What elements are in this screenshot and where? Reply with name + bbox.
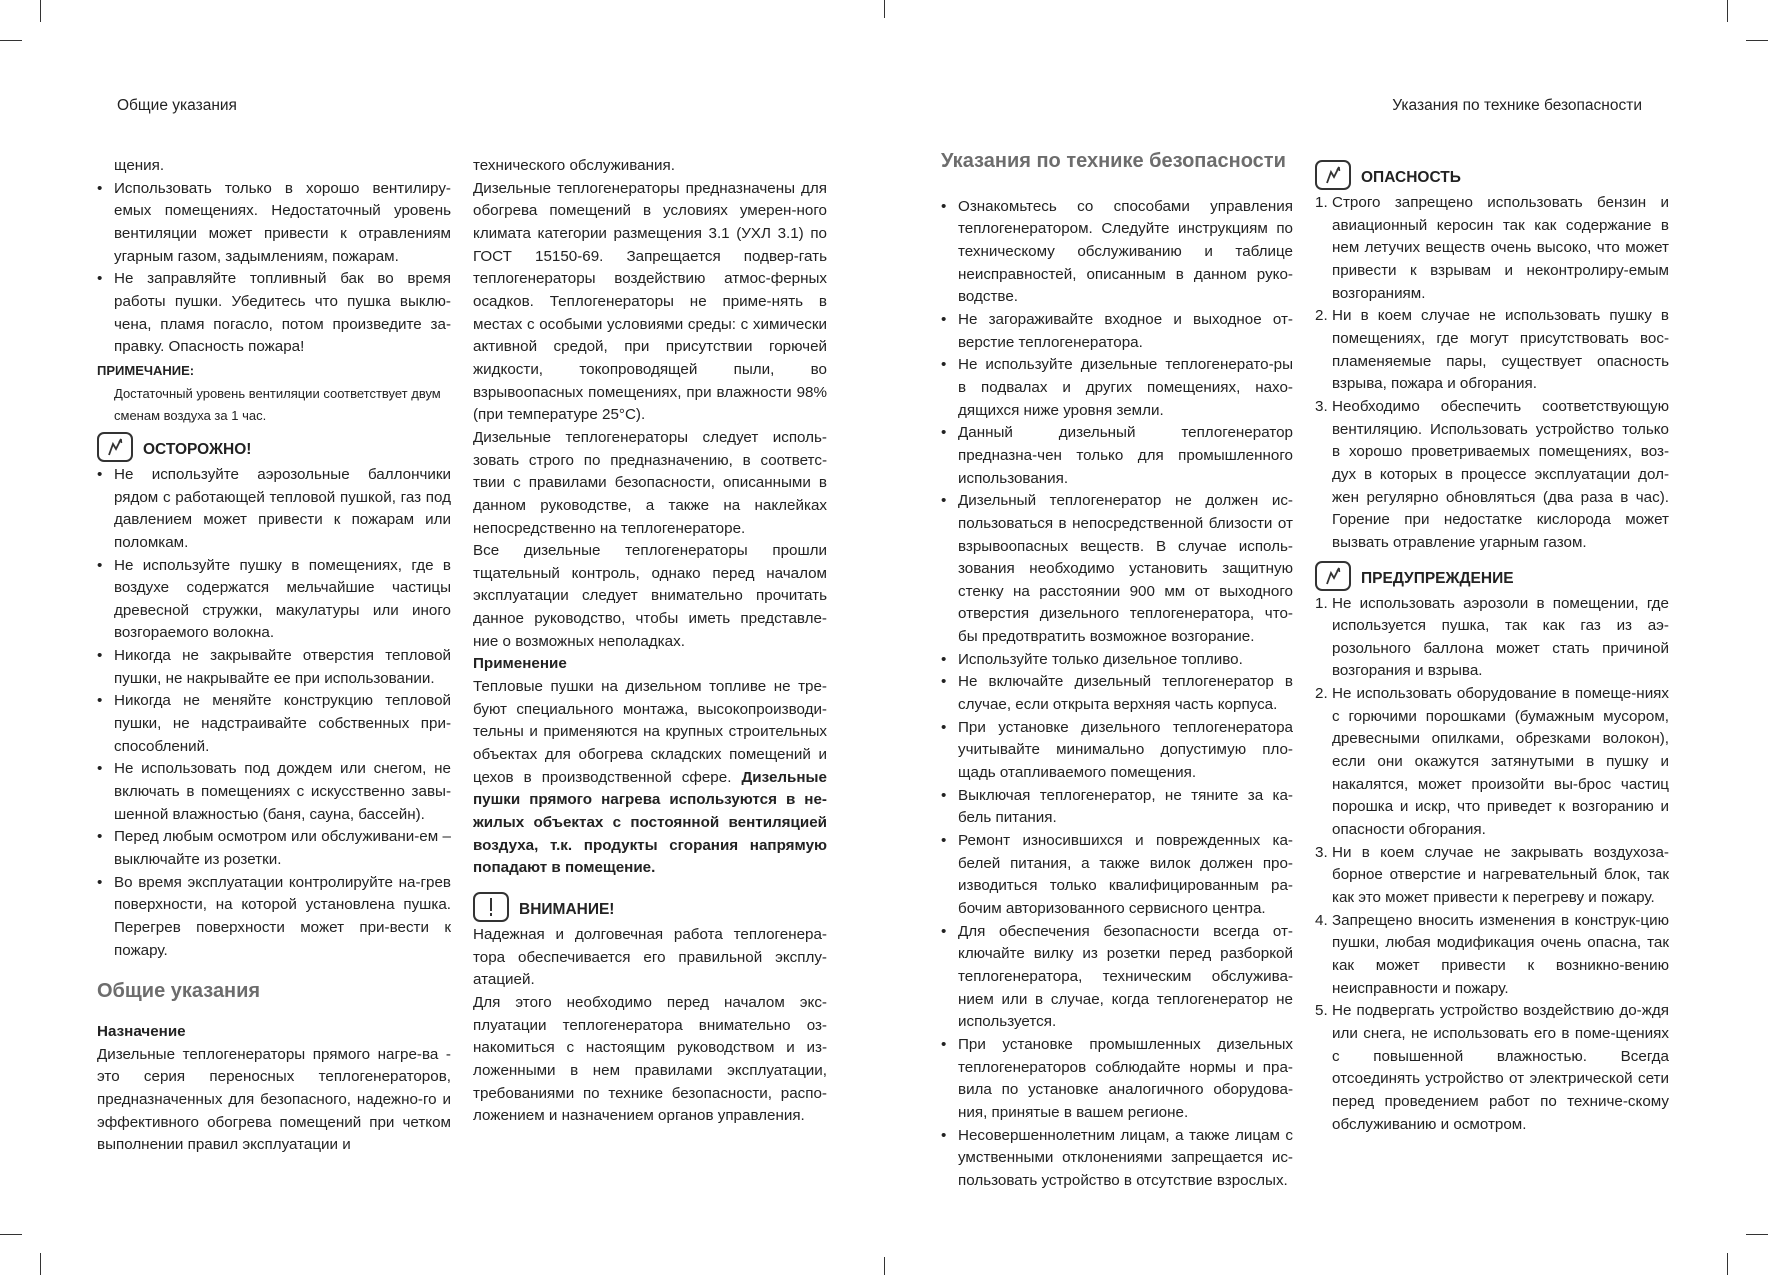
warning-label: ПРЕДУПРЕЖДЕНИЕ: [1361, 569, 1514, 587]
paragraph: технического обслуживания.: [473, 157, 675, 174]
list-number: 5.: [1315, 1002, 1328, 1020]
list-item: • Использовать только в хорошо вентилиру-емых помещениях. Недостаточный уровень вентиляции может привести к отравлениям угарным газом, задымлениям, пожарам.: [97, 178, 451, 269]
subsection-title: Применение: [473, 655, 567, 673]
list-item: • Несовершеннолетним лицам, а также лицам с умственными отклонениями запрещается ис-пользовать устройство в отсутствие взрослых.: [941, 1125, 1293, 1193]
list-item: [1315, 842, 1669, 910]
caution-label: ОСТОРОЖНО!: [143, 441, 252, 459]
list-item: • Перед любым осмотром или обслуживани-ем – выключайте из розетки.: [97, 826, 451, 871]
list-item: • Не загораживайте входное и выходное от-верстие теплогенератора.: [941, 309, 1293, 354]
section-title: Общие указания: [97, 980, 261, 1003]
paragraph: Для этого необходимо перед началом экс-плуатации теплогенератора внимательно оз-накомиться с настоящим руководством и из-ложенными в нем правилами эксплуатации, требованиями по технике безопасности, распо-ложением и назначением органов управления.: [473, 993, 827, 1125]
list-text: Запрещено вносить изменения в конструк-цию пушки, любая модификация очень опасна, так как может привести к возникно-вению неисправности и пожару.: [1332, 911, 1669, 997]
danger-label: ОПАСНОСТЬ: [1361, 169, 1461, 187]
paragraph: Дизельные теплогенераторы предназначены для обогрева помещений в условиях умерен-ного климата категории размещения 3.1 (УХЛ 3.1) по ГОСТ 15150-69. Запрещается подвер-гать теплогенераторы воздействию атмос-ферных осадков. Теплогенераторы не приме-нять в местах с особыми условиями среды: с химически активной средой, при присутствии горючей жидкости, токопроводящей пыли, во взрывоопасных помещениях, при влажности 98% (при температуре 25°C).: [473, 179, 827, 424]
bold-text: Дизельные пушки прямого нагрева используются в не-жилых объектах с постоянной вентиляцией воздуха, т.к. продукты сгорания напрямую попадают в помещение.: [473, 768, 827, 877]
subsection-title: Назначение: [97, 1022, 186, 1040]
crop-mark: [884, 0, 885, 18]
list-item: • Дизельный теплогенератор не должен ис-пользоваться в непосредственной близости от взрывоопасных веществ. В случае исполь-зования необходимо установить защитную стенку на расстоянии 900 мм от выходного отверстия дизельного теплогенератора, что-бы предотвратить возможное возгорание.: [941, 490, 1293, 649]
crop-mark: [40, 1253, 41, 1275]
lightning-warning-icon: [1315, 561, 1351, 591]
exclamation-icon: [473, 892, 509, 922]
warning-heading: [1315, 561, 1669, 591]
column-2: [473, 155, 827, 1128]
crop-mark: [884, 1257, 885, 1275]
list-item: • Выключая теплогенератор, не тяните за ка-бель питания.: [941, 785, 1293, 830]
running-header-right: Указания по технике безопасности: [1392, 97, 1642, 114]
list-item: • Не используйте дизельные теплогенерато-ры в подвалах и других помещениях, нахо-дящихся ниже уровня земли.: [941, 354, 1293, 422]
crop-mark: [1727, 0, 1728, 22]
list-item: [1315, 683, 1669, 842]
list-number: 2.: [1315, 685, 1328, 703]
lightning-warning-icon: [97, 432, 133, 462]
column-3: [941, 150, 1293, 1193]
list-item: [1315, 910, 1669, 1001]
list-text: Необходимо обеспечить соответствующую вентиляцию. Использовать устройство только в хорошо проветриваемых помещениях, воз-дух в которых в процессе эксплуатации дол-жен регулярно обновляться (два раза в час). Горение при недостатке кислорода может вызвать отравление угарным газом.: [1332, 397, 1669, 551]
list-item: • Данный дизельный теплогенератор предназна-чен только для промышленного использования.: [941, 422, 1293, 490]
list-item: • Не используйте пушку в помещениях, где в воздухе содержатся мельчайшие частицы древесной стружки, макулатуры или иного возгораемого волокна.: [97, 555, 451, 646]
list-text: Не подвергать устройство воздействию до-ждя или снега, не использовать его в поме-щениях с повышенной влажностью. Всегда отсоединять устройство от электрической сети перед проведением работ по техниче-скому обслуживанию и осмотром.: [1332, 1002, 1669, 1133]
crop-mark: [40, 0, 41, 22]
list-item: • Никогда не меняйте конструкцию тепловой пушки, не надстраивайте собственных при-способлений.: [97, 690, 451, 758]
crop-mark: [0, 1234, 22, 1235]
list-item: • Не использовать под дождем или снегом, не включать в помещениях с искусственно завы-шенной влажностью (баня, сауна, бассейн).: [97, 758, 451, 826]
list-item: [1315, 192, 1669, 305]
list-item: • Не включайте дизельный теплогенератор в случае, если открыта верхняя часть корпуса.: [941, 671, 1293, 716]
paragraph: щения.: [114, 157, 165, 174]
list-number: 3.: [1315, 843, 1328, 861]
paragraph: Дизельные теплогенераторы прямого нагре-ва - это серия переносных теплогенераторов, предназначенных для безопасного, надежно-го и эффективного обогрева помещений при четком выполнении правил эксплуатации и: [97, 1045, 451, 1154]
list-text: Строго запрещено использовать бензин и авиационный керосин так как содержание в нем летучих веществ очень высоко, что может привести к взрывам и неконтролиру-емым возгораниям.: [1332, 194, 1669, 302]
note-text: Достаточный уровень вентиляции соответствует двум сменам воздуха за 1 час.: [114, 385, 441, 424]
list-item: • Используйте только дизельное топливо.: [941, 649, 1293, 672]
paragraph: Все дизельные теплогенераторы прошли тщательный контроль, однако перед началом эксплуатации следует внимательно прочитать данное руководство, чтобы иметь представле-ние о возможных неполадках.: [473, 542, 827, 650]
list-item: • Ремонт износившихся и поврежденных ка-белей питания, а также вилок должен про-изводиться только квалифицированным ра-бочим авторизованного сервисного центра.: [941, 830, 1293, 921]
numbered-list: [1315, 593, 1669, 1137]
crop-mark: [1746, 40, 1768, 41]
list-number: 1.: [1315, 594, 1328, 612]
paragraph: Дизельные теплогенераторы следует исполь-зовать строго по предназначению, в соответс-твии с правилами безопасности, описанными в данном руководстве, а также на наклейках непосредственно на теплогенераторе.: [473, 428, 827, 537]
running-header-left: Общие указания: [117, 97, 237, 114]
crop-mark: [1727, 1253, 1728, 1275]
list-item: [1315, 396, 1669, 555]
note-label: ПРИМЕЧАНИЕ:: [97, 362, 195, 378]
list-item: • Для обеспечения безопасности всегда от-ключайте вилку из розетки перед разборкой теплогенератора, техническим обслужива-нием или в случае, когда теплогенератор не используется.: [941, 921, 1293, 1034]
list-text: Не использовать аэрозоли в помещении, где используется пушка, так как газ из аэ-розольного баллона может стать причиной возгорания и взрыва.: [1332, 594, 1669, 680]
list-text: Ни в коем случае не использовать пушку в помещениях, где могут присутствовать вос-пламеняемые пары, существует опасность взрыва, пожара и обгорания.: [1332, 307, 1669, 393]
list-item: [1315, 305, 1669, 396]
list-text: Ни в коем случае не закрывать воздухоза-борное отверстие и нагревательный блок, так как это может привести к перегреву и пожару.: [1332, 843, 1669, 907]
numbered-list: [1315, 192, 1669, 555]
paragraph: Надежная и долговечная работа теплогенера-тора обеспечивается его правильной эксплу-атацией.: [473, 926, 827, 989]
list-number: 3.: [1315, 397, 1328, 415]
attention-heading: [473, 892, 827, 922]
list-text: Не использовать оборудование в помеще-ниях с горючими порошками (бумажным мусором, древесными опилками, обрезками волокон), если они окажутся затянутыми в пушку и накалятся, может произойти вы-брос частиц порошка и искр, что приведет к возгоранию и опасности обгорания.: [1332, 685, 1669, 839]
list-item: [1315, 1000, 1669, 1136]
column-4: [1315, 160, 1669, 1136]
paragraph: [473, 676, 827, 880]
crop-mark: [1746, 1234, 1768, 1235]
danger-heading: [1315, 160, 1669, 190]
bullet-list: [941, 196, 1293, 1193]
crop-mark: [0, 40, 22, 41]
list-item: • Ознакомьтесь со способами управления теплогенератором. Следуйте инструкциям по техническому обслуживанию и таблице неисправностей, описанным в данном руко-водстве.: [941, 196, 1293, 309]
list-number: 1.: [1315, 194, 1328, 211]
list-item: • Никогда не закрывайте отверстия тепловой пушки, не накрывайте ее при использовании.: [97, 645, 451, 690]
caution-heading: [97, 432, 451, 462]
list-number: 4.: [1315, 911, 1328, 929]
list-item: [1315, 593, 1669, 684]
column-1: [97, 155, 451, 1157]
list-item: • Не используйте аэрозольные баллончики рядом с работающей тепловой пушкой, газ под давлением может привести к пожарам или поломкам.: [97, 464, 451, 555]
list-number: 2.: [1315, 307, 1328, 325]
list-item: • Не заправляйте топливный бак во время работы пушки. Убедитесь что пушка выклю-чена, пламя погасло, потом произведите за-правку. Опасность пожара!: [97, 268, 451, 359]
list-item: • При установке промышленных дизельных теплогенераторов соблюдайте нормы и пра-вила по установке аналогичного оборудова-ния, принятые в вашем регионе.: [941, 1034, 1293, 1125]
paragraph-text: Тепловые пушки на дизельном топливе не тре-буют специального монтажа, высокопроизводи-тельны и применяются на крупных строительных объектах для обогрева складских помещений и цехов в производственной сфере.: [473, 678, 827, 786]
section-title: Указания по технике безопасности: [941, 150, 1286, 172]
bullet-list: [97, 464, 451, 962]
lightning-warning-icon: [1315, 160, 1351, 190]
list-item: • При установке дизельного теплогенератора учитывайте минимально допустимую пло-щадь отапливаемого помещения.: [941, 717, 1293, 785]
attention-label: ВНИМАНИЕ!: [519, 901, 615, 919]
bullet-list: [97, 178, 451, 359]
list-item: • Во время эксплуатации контролируйте на-грев поверхности, на которой установлена пушка. Перегрев поверхности может при-вести к пожару.: [97, 872, 451, 963]
